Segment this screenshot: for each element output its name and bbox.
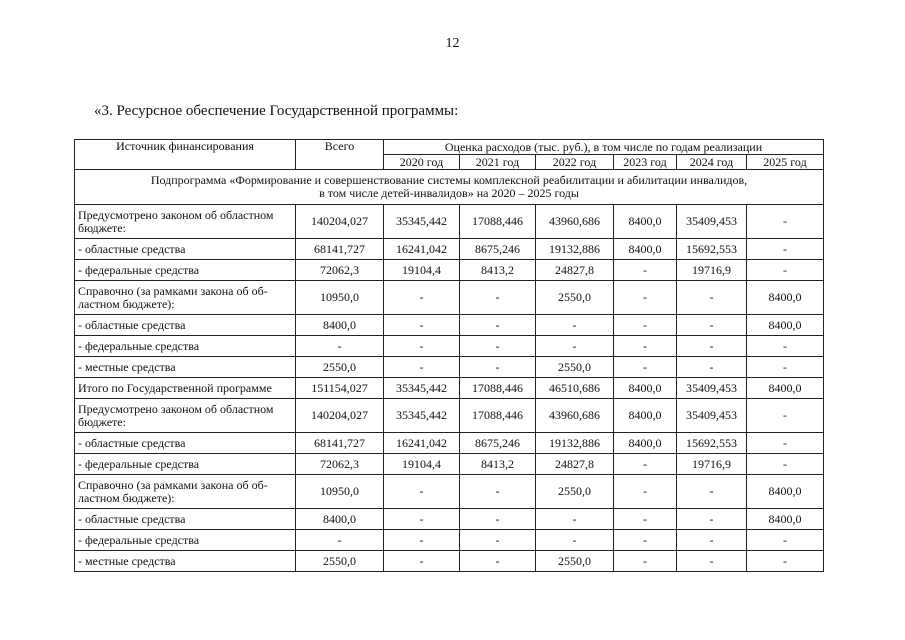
row-label: - федеральные средства xyxy=(75,530,296,551)
header-estimate: Оценка расходов (тыс. руб.), в том числе по годам реализации xyxy=(384,140,824,155)
cell-year-value: 35345,442 xyxy=(384,378,460,399)
cell-year-value: - xyxy=(614,509,677,530)
cell-year-value: - xyxy=(747,433,824,454)
cell-total: 140204,027 xyxy=(296,399,384,433)
cell-year-value: 8400,0 xyxy=(747,315,824,336)
cell-year-value: - xyxy=(384,336,460,357)
cell-year-value: - xyxy=(614,315,677,336)
header-year: 2024 год xyxy=(677,155,747,170)
table-row xyxy=(75,239,824,260)
row-label: - областные средства xyxy=(75,509,296,530)
cell-year-value: - xyxy=(614,281,677,315)
cell-year-value: - xyxy=(747,239,824,260)
row-label: Предусмотрено законом об областном бюджете: xyxy=(75,205,296,239)
cell-year-value: - xyxy=(614,260,677,281)
table-row xyxy=(75,454,824,475)
cell-year-value: - xyxy=(384,315,460,336)
header-year: 2021 год xyxy=(460,155,536,170)
cell-year-value: 35409,453 xyxy=(677,378,747,399)
cell-year-value: - xyxy=(747,399,824,433)
table-row xyxy=(75,357,824,378)
cell-year-value: - xyxy=(384,509,460,530)
cell-year-value: - xyxy=(614,336,677,357)
cell-year-value: 19132,886 xyxy=(536,433,614,454)
cell-total: 2550,0 xyxy=(296,551,384,572)
table-row xyxy=(75,433,824,454)
cell-year-value: 8400,0 xyxy=(614,205,677,239)
subprogram-row xyxy=(75,170,824,205)
cell-year-value: - xyxy=(614,357,677,378)
cell-total: 68141,727 xyxy=(296,433,384,454)
cell-year-value: 19104,4 xyxy=(384,260,460,281)
cell-year-value: 19716,9 xyxy=(677,260,747,281)
page-number: 12 xyxy=(445,36,460,51)
cell-total: 2550,0 xyxy=(296,357,384,378)
table-row xyxy=(75,315,824,336)
cell-year-value: - xyxy=(460,336,536,357)
cell-year-value: - xyxy=(384,530,460,551)
header-year: 2020 год xyxy=(384,155,460,170)
cell-year-value: 19104,4 xyxy=(384,454,460,475)
cell-year-value: - xyxy=(747,454,824,475)
cell-year-value: 43960,686 xyxy=(536,205,614,239)
cell-year-value: - xyxy=(677,551,747,572)
cell-year-value: - xyxy=(614,454,677,475)
row-label: - областные средства xyxy=(75,315,296,336)
cell-total: 151154,027 xyxy=(296,378,384,399)
cell-year-value: - xyxy=(536,509,614,530)
table-row xyxy=(75,509,824,530)
cell-year-value: - xyxy=(677,509,747,530)
cell-year-value: 8400,0 xyxy=(614,239,677,260)
row-label: Справочно (за рамками закона об об-ластном бюджете): xyxy=(75,281,296,315)
cell-year-value: 35409,453 xyxy=(677,205,747,239)
table-row xyxy=(75,378,824,399)
cell-year-value: 24827,8 xyxy=(536,260,614,281)
cell-year-value: 15692,553 xyxy=(677,239,747,260)
cell-total: 72062,3 xyxy=(296,260,384,281)
cell-year-value: 43960,686 xyxy=(536,399,614,433)
table-row xyxy=(75,336,824,357)
row-label: - местные средства xyxy=(75,357,296,378)
cell-year-value: - xyxy=(460,281,536,315)
row-label: - федеральные средства xyxy=(75,260,296,281)
row-label: - местные средства xyxy=(75,551,296,572)
cell-year-value: 35345,442 xyxy=(384,399,460,433)
cell-year-value: 24827,8 xyxy=(536,454,614,475)
cell-year-value: 17088,446 xyxy=(460,399,536,433)
cell-year-value: - xyxy=(460,475,536,509)
cell-year-value: - xyxy=(384,357,460,378)
cell-year-value: - xyxy=(384,551,460,572)
cell-year-value: - xyxy=(536,336,614,357)
table-row xyxy=(75,475,824,509)
table-row xyxy=(75,205,824,239)
cell-year-value: 8400,0 xyxy=(614,378,677,399)
table-row xyxy=(75,530,824,551)
cell-total: 140204,027 xyxy=(296,205,384,239)
cell-year-value: - xyxy=(384,281,460,315)
cell-year-value: - xyxy=(677,357,747,378)
cell-year-value: - xyxy=(460,315,536,336)
header-year: 2025 год xyxy=(747,155,824,170)
section-heading: «3. Ресурсное обеспечение Государственной программы: xyxy=(94,103,459,119)
cell-year-value: 19716,9 xyxy=(677,454,747,475)
header-source: Источник финансирования xyxy=(75,140,296,170)
cell-year-value: - xyxy=(536,315,614,336)
cell-year-value: 8400,0 xyxy=(747,475,824,509)
subprogram-title xyxy=(75,170,824,205)
cell-year-value: - xyxy=(614,475,677,509)
row-label: - областные средства xyxy=(75,239,296,260)
cell-year-value: - xyxy=(747,205,824,239)
cell-year-value: 2550,0 xyxy=(536,475,614,509)
cell-year-value: 17088,446 xyxy=(460,205,536,239)
cell-year-value: - xyxy=(747,551,824,572)
header-year: 2023 год xyxy=(614,155,677,170)
cell-year-value: 46510,686 xyxy=(536,378,614,399)
cell-total: - xyxy=(296,530,384,551)
cell-year-value: 2550,0 xyxy=(536,357,614,378)
subprogram-title-line: Подпрограмма «Формирование и совершенствование системы комплексной реабилитации и абилитации инвалидов, xyxy=(150,173,748,187)
cell-year-value: - xyxy=(614,551,677,572)
cell-year-value: 8675,246 xyxy=(460,239,536,260)
cell-year-value: - xyxy=(460,357,536,378)
cell-year-value: 8400,0 xyxy=(747,378,824,399)
row-label: - федеральные средства xyxy=(75,336,296,357)
cell-total: 8400,0 xyxy=(296,315,384,336)
cell-year-value: - xyxy=(747,336,824,357)
cell-year-value: - xyxy=(677,475,747,509)
header-total: Всего xyxy=(296,140,384,170)
table-row xyxy=(75,260,824,281)
cell-total: 10950,0 xyxy=(296,475,384,509)
cell-total: 8400,0 xyxy=(296,509,384,530)
cell-year-value: 8400,0 xyxy=(747,281,824,315)
cell-year-value: 8413,2 xyxy=(460,260,536,281)
subprogram-title-line: в том числе детей-инвалидов» на 2020 – 2025 годы xyxy=(319,186,579,200)
cell-year-value: - xyxy=(747,530,824,551)
cell-year-value: 2550,0 xyxy=(536,551,614,572)
table-row xyxy=(75,399,824,433)
row-label: Предусмотрено законом об областном бюджете: xyxy=(75,399,296,433)
table-row xyxy=(75,281,824,315)
cell-year-value: 8413,2 xyxy=(460,454,536,475)
row-label: Справочно (за рамками закона об об-ластном бюджете): xyxy=(75,475,296,509)
cell-year-value: - xyxy=(747,357,824,378)
cell-year-value: 2550,0 xyxy=(536,281,614,315)
cell-year-value: 8400,0 xyxy=(747,509,824,530)
cell-year-value: - xyxy=(536,530,614,551)
cell-year-value: 19132,886 xyxy=(536,239,614,260)
cell-year-value: - xyxy=(384,475,460,509)
cell-year-value: - xyxy=(677,530,747,551)
cell-total: - xyxy=(296,336,384,357)
cell-year-value: - xyxy=(677,281,747,315)
cell-year-value: 8400,0 xyxy=(614,433,677,454)
cell-year-value: - xyxy=(677,315,747,336)
cell-year-value: - xyxy=(460,551,536,572)
row-label: Итого по Государственной программе xyxy=(75,378,296,399)
cell-year-value: - xyxy=(614,530,677,551)
row-label: - областные средства xyxy=(75,433,296,454)
cell-year-value: 17088,446 xyxy=(460,378,536,399)
cell-year-value: - xyxy=(677,336,747,357)
table-row xyxy=(75,551,824,572)
cell-year-value: 35345,442 xyxy=(384,205,460,239)
cell-year-value: 8675,246 xyxy=(460,433,536,454)
cell-year-value: 35409,453 xyxy=(677,399,747,433)
cell-year-value: - xyxy=(747,260,824,281)
cell-year-value: 15692,553 xyxy=(677,433,747,454)
cell-year-value: - xyxy=(460,509,536,530)
row-label: - федеральные средства xyxy=(75,454,296,475)
header-year: 2022 год xyxy=(536,155,614,170)
cell-total: 72062,3 xyxy=(296,454,384,475)
cell-total: 10950,0 xyxy=(296,281,384,315)
cell-year-value: 16241,042 xyxy=(384,433,460,454)
cell-year-value: - xyxy=(460,530,536,551)
funding-table xyxy=(74,139,824,572)
cell-year-value: 16241,042 xyxy=(384,239,460,260)
cell-year-value: 8400,0 xyxy=(614,399,677,433)
cell-total: 68141,727 xyxy=(296,239,384,260)
